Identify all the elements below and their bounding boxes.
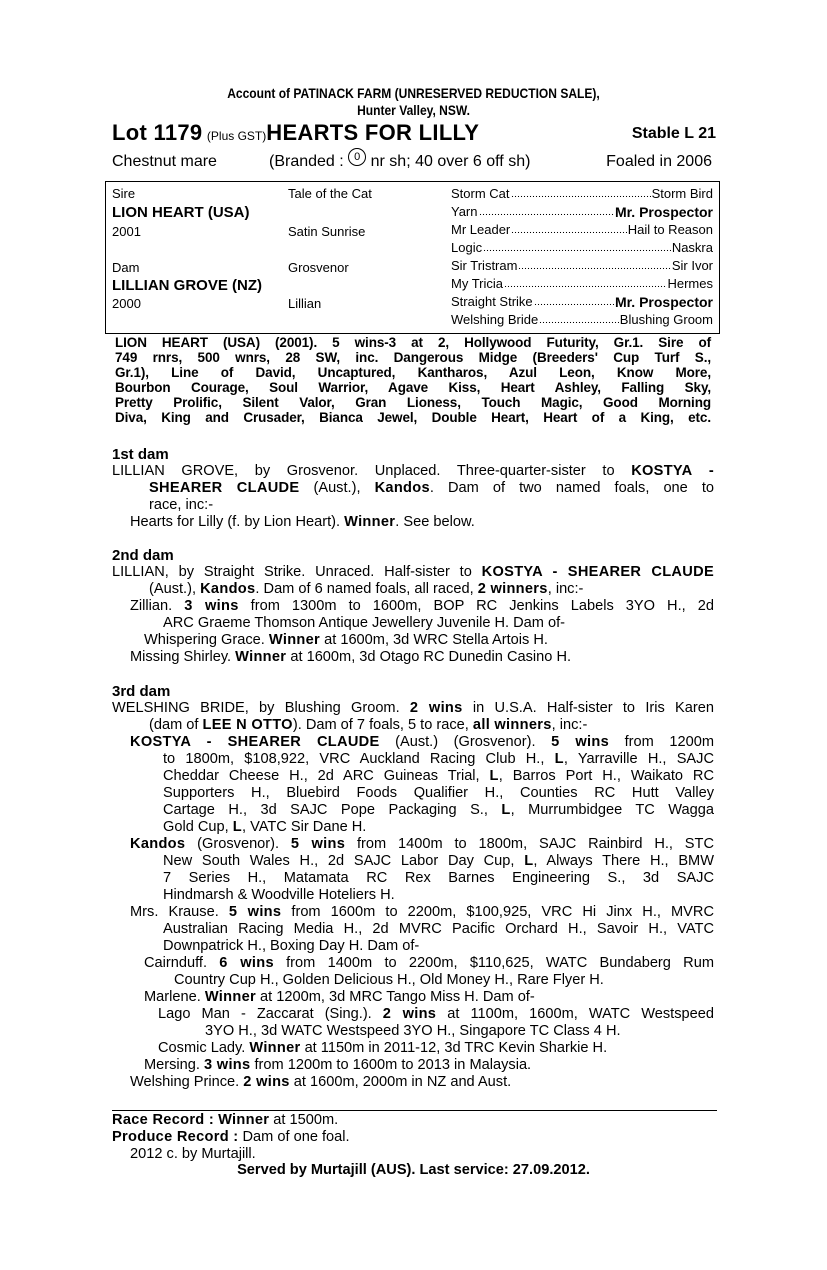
text-segment: at 1200m, 3d MRC Tango Miss H. Dam of-: [255, 989, 535, 1005]
text-segment: from 1300m to 1600m, BOP RC Jenkins Labels 3YO H., 2d: [238, 598, 714, 614]
dot-leader: [518, 258, 670, 269]
text-segment: from 1400m to 1800m, SAJC Rainbird H., STC: [345, 836, 714, 852]
ancestor-name: Logic: [451, 240, 483, 255]
text-line: [112, 598, 714, 615]
bold-segment: L: [501, 802, 511, 818]
dam-sire: Grosvenor: [288, 260, 349, 275]
text-segment: , Barros Port H., Waikato RC: [498, 768, 714, 784]
text-segment: LILLIAN, by Straight Strike. Unraced. Half-sister to: [112, 564, 482, 580]
pedigree-ancestor-row: [451, 240, 713, 255]
vendor-account: Account of PATINACK FARM (UNRESERVED REDUCTION SALE),: [227, 85, 600, 101]
text-segment: Gold Cup,: [163, 819, 233, 835]
text-line: [112, 480, 714, 497]
brand-info: [269, 153, 530, 171]
text-segment: (Grosvenor).: [185, 836, 291, 852]
race-record: [112, 1112, 714, 1129]
dam-dam: Lillian: [288, 296, 322, 311]
bold-segment: Winner: [344, 514, 396, 530]
bold-segment: SHEARER CLAUDE: [149, 480, 300, 496]
summary-line: LION HEART (USA) (2001). 5 wins-3 at 2, Hollywood Futurity, Gr.1. Sire of: [115, 335, 711, 350]
ancestor-sire: Mr. Prospector: [614, 204, 713, 220]
race-record-detail: at 1500m.: [269, 1112, 339, 1128]
text-line: [112, 734, 714, 751]
text-line: [112, 751, 714, 768]
ancestor-name: Yarn: [451, 204, 478, 219]
race-record-label: Race Record :: [112, 1112, 215, 1128]
lot-title-line: [112, 120, 716, 148]
ancestor-name: My Tricia: [451, 276, 503, 291]
pedigree-ancestor-row: [451, 294, 713, 310]
dam-entry: [112, 1074, 714, 1091]
sire-label: Sire: [112, 186, 136, 201]
sire-summary: [115, 335, 711, 425]
first-dam-section: [112, 446, 714, 531]
brand-prefix: (Branded :: [269, 153, 344, 170]
dot-leader: [511, 222, 626, 233]
text-segment: . Dam of 6 named foals, all raced,: [255, 581, 478, 597]
text-segment: Country Cup H., Golden Delicious H., Old Money H., Rare Flyer H.: [174, 972, 604, 988]
text-line: [112, 989, 714, 1006]
text-segment: , inc:-: [551, 717, 588, 733]
dot-leader: [539, 312, 619, 323]
sire-year: 2001: [112, 224, 141, 239]
produce-item: 2012 c. by Murtajill.: [130, 1146, 256, 1162]
text-segment: (Aust.) (Grosvenor).: [379, 734, 552, 750]
text-segment: at 1150m in 2011-12, 3d TRC Kevin Sharkie H.: [300, 1040, 608, 1056]
section-heading: 3rd dam: [112, 683, 171, 700]
horse-name: HEARTS FOR LILLY: [266, 120, 480, 145]
text-segment: Hindmarsh & Woodville Hoteliers H.: [163, 887, 395, 903]
dam-label: Dam: [112, 260, 140, 275]
text-segment: Missing Shirley.: [130, 649, 236, 665]
text-segment: . Dam of two named foals, one to: [429, 480, 715, 496]
text-line: [112, 819, 714, 836]
text-segment: from 1400m to 2200m, $110,625, WATC Bundaberg Rum: [273, 955, 714, 971]
bold-segment: Kandos: [200, 581, 256, 597]
text-segment: , Always There H., BMW: [533, 853, 714, 869]
text-line: [112, 615, 714, 632]
text-line: [112, 785, 714, 802]
served-by-note: Served by Murtajill (AUS). Last service: 27.09.2012.: [237, 1162, 590, 1178]
dam-year: 2000: [112, 296, 141, 311]
bold-segment: KOSTYA - SHEARER CLAUDE: [481, 564, 714, 580]
bold-segment: KOSTYA - SHEARER CLAUDE: [130, 734, 380, 750]
dam-entry: [112, 598, 714, 632]
text-segment: LILLIAN GROVE, by Grosvenor. Unplaced. Three-quarter-sister to: [112, 463, 632, 479]
bold-segment: 5 wins: [228, 904, 282, 920]
text-segment: Cosmic Lady.: [158, 1040, 250, 1056]
text-segment: , VATC Sir Dane H.: [241, 819, 367, 835]
bold-segment: 3 wins: [184, 598, 239, 614]
section-heading: 2nd dam: [112, 547, 174, 564]
ancestor-sire: Sir Ivor: [671, 258, 713, 273]
text-segment: 3YO H., 3d WATC Westspeed 3YO H., Singapore TC Class 4 H.: [205, 1023, 621, 1039]
bold-segment: L: [524, 853, 534, 869]
description-line: [112, 153, 712, 173]
dot-leader: [479, 204, 614, 215]
bold-segment: L: [554, 751, 564, 767]
text-segment: New South Wales H., 2d SAJC Labor Day Cup,: [163, 853, 525, 869]
race-record-result: Winner: [218, 1112, 270, 1128]
bold-segment: 2 wins: [243, 1074, 290, 1090]
bold-segment: 3 wins: [204, 1057, 251, 1073]
text-segment: Welshing Prince.: [130, 1074, 244, 1090]
third-dam-section: [112, 683, 714, 1091]
summary-line: Pretty Prolific, Silent Valor, Gran Lioness, Touch Magic, Good Morning: [115, 395, 711, 410]
dam-entry: [112, 734, 714, 836]
text-segment: . See below.: [395, 514, 475, 530]
text-segment: (Aust.),: [299, 480, 375, 496]
pedigree-ancestor-row: [451, 312, 713, 327]
text-segment: Whispering Grace.: [144, 632, 269, 648]
dot-leader: [483, 240, 671, 251]
text-line: [112, 497, 714, 514]
ancestor-sire: Hermes: [667, 276, 713, 291]
text-line: [112, 887, 714, 904]
bold-segment: Winner: [268, 632, 321, 648]
text-segment: at 1100m, 1600m, WATC Westspeed: [436, 1006, 714, 1022]
text-segment: in U.S.A. Half-sister to Iris Karen: [462, 700, 714, 716]
dam-entry: [112, 463, 714, 514]
lot-number: Lot 1179: [112, 120, 203, 145]
text-line: [112, 1006, 714, 1023]
pedigree-ancestor-row: [451, 276, 713, 291]
pedigree-ancestor-row: [451, 258, 713, 273]
text-line: [112, 853, 714, 870]
sire-sire: Tale of the Cat: [288, 186, 372, 201]
text-segment: (dam of: [149, 717, 203, 733]
text-segment: Zillian.: [130, 598, 185, 614]
text-line: [112, 1074, 714, 1091]
text-line: [112, 632, 714, 649]
text-segment: Downpatrick H., Boxing Day H. Dam of-: [163, 938, 420, 954]
text-segment: WELSHING BRIDE, by Blushing Groom.: [112, 700, 410, 716]
bold-segment: all winners: [472, 717, 552, 733]
text-segment: Cheddar Cheese H., 2d ARC Guineas Trial,: [163, 768, 490, 784]
text-segment: , Murrumbidgee TC Wagga: [510, 802, 714, 818]
text-segment: race, inc:-: [149, 497, 214, 513]
text-segment: , inc:-: [547, 581, 584, 597]
bold-segment: 5 wins: [290, 836, 346, 852]
text-segment: ). Dam of 7 foals, 5 to race,: [292, 717, 473, 733]
text-segment: from 1200m: [609, 734, 714, 750]
ancestor-name: Mr Leader: [451, 222, 511, 237]
text-segment: Australian Racing Media H., 2d MVRC Pacific Orchard H., Savoir H., VATC: [163, 921, 714, 937]
ancestor-name: Storm Cat: [451, 186, 510, 201]
text-line: [112, 1040, 714, 1057]
text-line: [112, 564, 714, 581]
ancestor-sire: Hail to Reason: [627, 222, 713, 237]
text-line: [112, 768, 714, 785]
section-heading: 1st dam: [112, 446, 169, 463]
text-segment: from 1600m to 2200m, $100,925, VRC Hi Jinx H., MVRC: [281, 904, 714, 920]
bold-segment: 2 winners: [477, 581, 548, 597]
vendor-location: Hunter Valley, NSW.: [357, 102, 470, 118]
dam-entry: [112, 955, 714, 989]
dam-entry: [112, 649, 714, 666]
text-segment: Cartage H., 3d SAJC Pope Packaging S.,: [163, 802, 502, 818]
summary-line: Diva, King and Crusader, Bianca Jewel, Double Heart, Heart of a King, etc.: [115, 410, 711, 425]
dot-leader: [534, 294, 614, 305]
text-segment: at 1600m, 3d Otago RC Dunedin Casino H.: [286, 649, 572, 665]
dam-name: LILLIAN GROVE (NZ): [112, 277, 262, 294]
text-line: [112, 955, 714, 972]
pedigree-ancestor-row: [451, 186, 713, 201]
text-segment: at 1600m, 2000m in NZ and Aust.: [289, 1074, 512, 1090]
dam-entry: [112, 904, 714, 955]
pedigree-table: [105, 181, 720, 334]
bold-segment: 2 wins: [382, 1006, 437, 1022]
brand-mark-icon: 0: [348, 148, 366, 166]
dot-leader: [511, 186, 651, 197]
ancestor-name: Straight Strike: [451, 294, 533, 309]
text-line: [112, 717, 714, 734]
stable-number: Stable L 21: [631, 125, 716, 142]
text-segment: 7 Series H., Matamata RC Rex Barnes Engineering S., 3d SAJC: [163, 870, 714, 886]
dam-entry: [112, 514, 714, 531]
text-segment: Cairnduff.: [144, 955, 220, 971]
text-line: [112, 649, 714, 666]
text-line: [112, 802, 714, 819]
bold-segment: Kandos: [130, 836, 186, 852]
text-segment: Mersing.: [144, 1057, 205, 1073]
bold-segment: 2 wins: [409, 700, 463, 716]
text-segment: ARC Graeme Thomson Antique Jewellery Juvenile H. Dam of-: [163, 615, 566, 631]
divider: [112, 1110, 717, 1111]
text-line: [112, 836, 714, 853]
records: [112, 1112, 714, 1163]
text-segment: to 1800m, $108,922, VRC Auckland Racing Club H.,: [163, 751, 555, 767]
text-segment: Supporters H., Bluebird Foods Qualifier H., Counties RC Hutt Valley: [163, 785, 714, 801]
dam-entry: [112, 836, 714, 904]
text-segment: from 1200m to 1600m to 2013 in Malaysia.: [250, 1057, 532, 1073]
bold-segment: KOSTYA -: [631, 463, 714, 479]
summary-line: Bourbon Courage, Soul Warrior, Agave Kiss, Heart Ashley, Falling Sky,: [115, 380, 711, 395]
text-segment: Marlene.: [144, 989, 205, 1005]
pedigree-ancestor-row: [451, 222, 713, 237]
dam-entry: [112, 632, 714, 649]
bold-segment: Kandos: [374, 480, 430, 496]
ancestor-sire: Blushing Groom: [619, 312, 713, 327]
summary-line: 749 rnrs, 500 wnrs, 28 SW, inc. Dangerous Midge (Breeders' Cup Turf S.,: [115, 350, 711, 365]
pedigree-ancestor-row: [451, 204, 713, 220]
bold-segment: LEE N OTTO: [202, 717, 293, 733]
ancestor-name: Sir Tristram: [451, 258, 518, 273]
text-segment: Lago Man - Zaccarat (Sing.).: [158, 1006, 383, 1022]
dam-entry: [112, 1040, 714, 1057]
text-segment: Mrs. Krause.: [130, 904, 229, 920]
bold-segment: Winner: [249, 1040, 301, 1056]
dam-entry: [112, 1006, 714, 1040]
text-line: [112, 700, 714, 717]
ancestor-sire: Storm Bird: [651, 186, 713, 201]
text-line: [112, 921, 714, 938]
text-line: [112, 972, 714, 989]
dam-entry: [112, 700, 714, 734]
text-line: [112, 1023, 714, 1040]
text-line: [112, 463, 714, 480]
dam-entry: [112, 1057, 714, 1074]
text-line: [112, 904, 714, 921]
ancestor-name: Welshing Bride: [451, 312, 539, 327]
produce-record: [112, 1129, 714, 1146]
brand-suffix: nr sh; 40 over 6 off sh): [370, 153, 531, 170]
bold-segment: Winner: [204, 989, 256, 1005]
text-line: [112, 938, 714, 955]
bold-segment: Winner: [235, 649, 287, 665]
dam-entry: [112, 564, 714, 598]
dot-leader: [504, 276, 666, 287]
text-line: [112, 514, 714, 531]
text-line: [112, 870, 714, 887]
text-segment: , Yarraville H., SAJC: [563, 751, 714, 767]
produce-record-label: Produce Record :: [112, 1129, 239, 1145]
summary-line: Gr.1), Line of David, Uncaptured, Kantharos, Azul Leon, Know More,: [115, 365, 711, 380]
text-line: [112, 581, 714, 598]
text-segment: (Aust.),: [149, 581, 201, 597]
bold-segment: L: [489, 768, 499, 784]
ancestor-sire: Naskra: [671, 240, 713, 255]
bold-segment: 5 wins: [551, 734, 610, 750]
ancestor-sire: Mr. Prospector: [614, 294, 713, 310]
colour-sex: Chestnut mare: [112, 153, 217, 170]
sire-name: LION HEART (USA): [112, 204, 250, 221]
gst-note: (Plus GST): [206, 129, 267, 143]
text-segment: at 1600m, 3d WRC Stella Artois H.: [320, 632, 548, 648]
text-line: [112, 1057, 714, 1074]
bold-segment: 6 wins: [219, 955, 274, 971]
produce-record-detail: Dam of one foal.: [238, 1129, 350, 1145]
text-segment: Hearts for Lilly (f. by Lion Heart).: [130, 514, 345, 530]
second-dam-section: [112, 547, 714, 666]
sire-dam: Satin Sunrise: [288, 224, 366, 239]
dam-entry: [112, 989, 714, 1006]
foaled-year: Foaled in 2006: [606, 153, 712, 170]
bold-segment: L: [232, 819, 242, 835]
